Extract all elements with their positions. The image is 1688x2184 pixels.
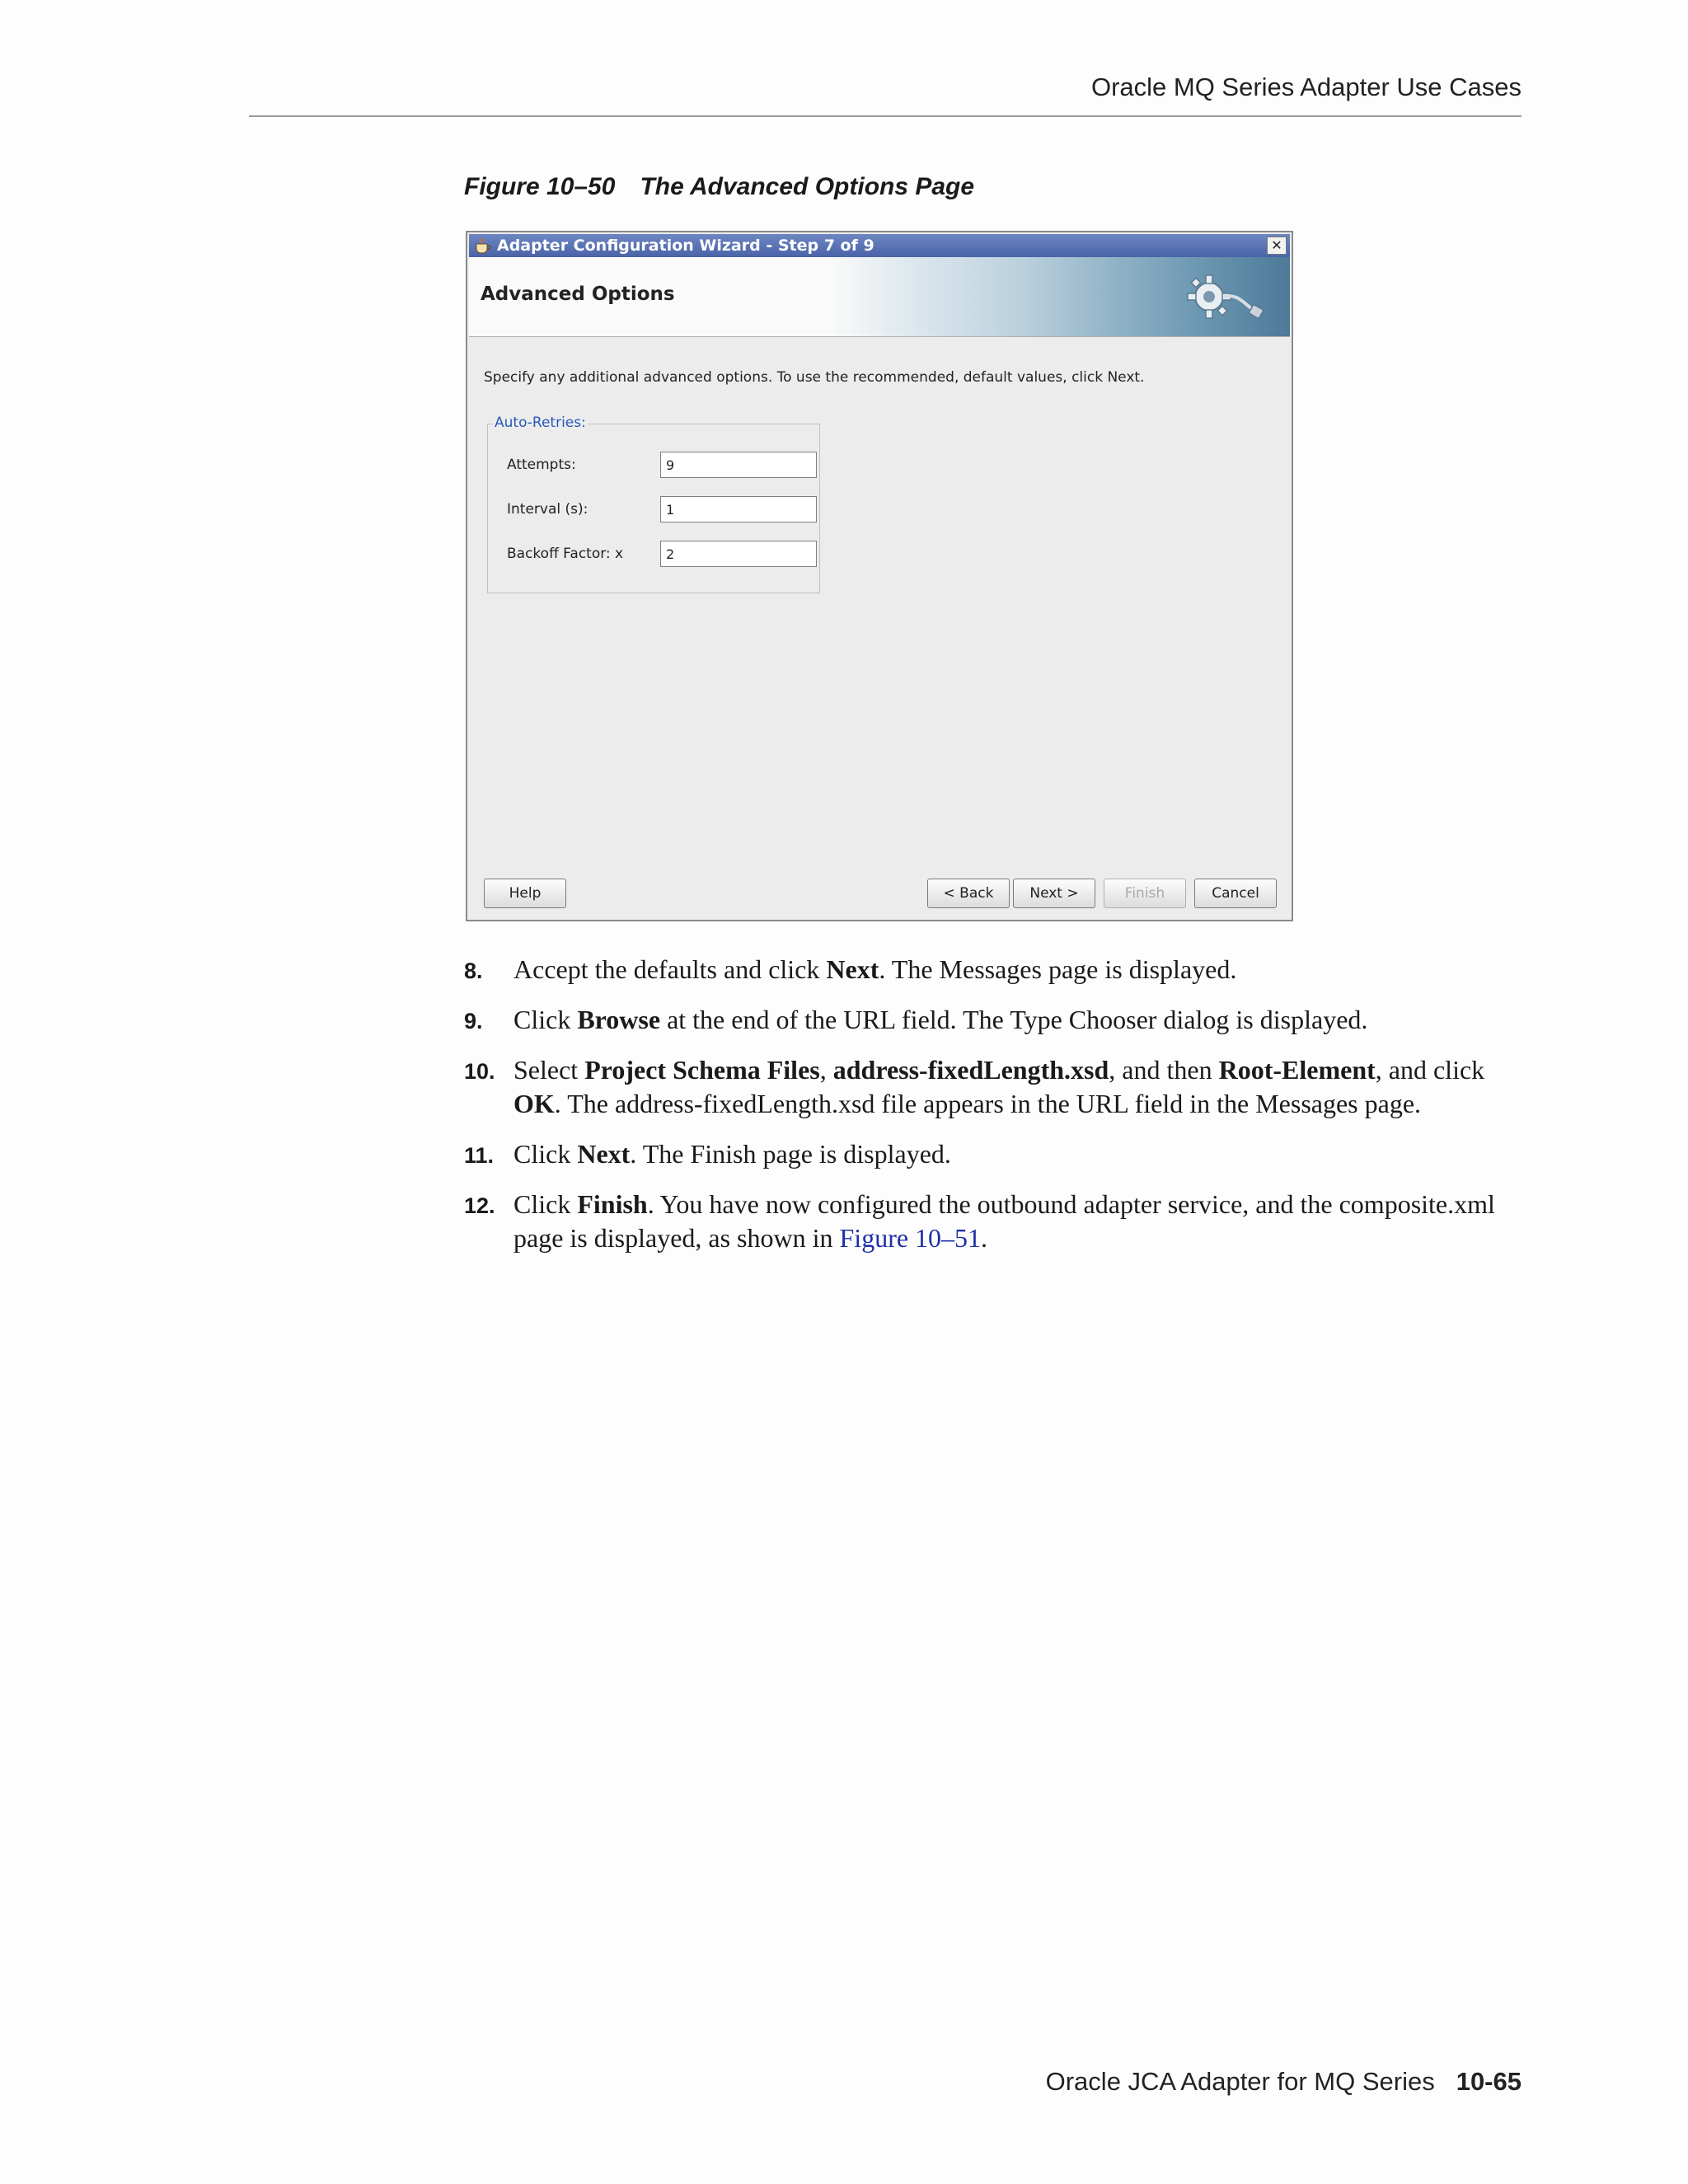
wizard-dialog [466,231,1293,921]
gear-plug-icon [1184,269,1267,326]
step-text-run: Click [513,1189,578,1219]
cancel-button[interactable]: Cancel [1194,879,1277,908]
coffee-cup-icon [474,237,492,254]
figure-number: Figure 10–50 [464,173,616,200]
procedure-steps [464,953,1527,1272]
step-text [513,1055,1484,1118]
step-number: 11. [464,1143,495,1168]
figure-title: The Advanced Options Page [640,173,975,200]
ui-term: Next [826,954,879,984]
step-number: 10. [464,1059,495,1084]
attempts-label: Attempts: [507,457,576,473]
instructions-text: Specify any additional advanced options. To use the recommended, default values, click Next. [484,369,1145,386]
step-text [513,1189,1495,1253]
next-button[interactable]: Next > [1013,879,1095,908]
step-text [513,1005,1367,1034]
ui-term: Root-Element [1218,1055,1376,1085]
step-text-run: Select [513,1055,585,1085]
step-item [464,953,1527,987]
page-title: Advanced Options [481,284,675,305]
step-text-run: , [819,1055,833,1085]
step-text-run: Click [513,1005,578,1034]
ui-term: Finish [577,1189,648,1219]
book-title: Oracle JCA Adapter for MQ Series [1045,2067,1435,2096]
step-text-run: . [981,1223,988,1253]
auto-retries-label: Auto-Retries: [495,415,586,431]
step-text-run: . The Messages page is displayed. [879,954,1237,984]
step-text [513,1139,951,1169]
close-icon[interactable]: ✕ [1267,237,1287,255]
ui-term: address-fixedLength.xsd [832,1055,1109,1085]
ui-term: Project Schema Files [584,1055,820,1085]
step-text-run: , and click [1375,1055,1485,1085]
ui-term: OK [513,1089,555,1118]
step-number: 9. [464,1009,483,1033]
step-text-run: . The address-fixedLength.xsd file appears in the URL field in the Messages page. [554,1089,1422,1118]
figure-caption [464,173,974,201]
backoff-factor-label: Backoff Factor: x [507,546,624,562]
running-header: Oracle MQ Series Adapter Use Cases [1090,73,1522,101]
ui-term: Browse [577,1005,661,1034]
step-item [464,1188,1527,1255]
ui-term: Next [577,1139,631,1169]
step-text-run: Click [513,1139,578,1169]
attempts-input[interactable] [660,452,817,478]
step-text [513,954,1236,984]
backoff-factor-input[interactable] [660,541,817,567]
page-footer [1046,2067,1522,2097]
step-text-run: . The Finish page is displayed. [630,1139,951,1169]
step-text-run: Accept the defaults and click [513,954,827,984]
finish-button[interactable]: Finish [1104,879,1186,908]
figure-link[interactable]: Figure 10–51 [839,1223,982,1253]
step-text-run: at the end of the URL field. The Type Chooser dialog is displayed. [660,1005,1368,1034]
step-item [464,1137,1527,1171]
back-button[interactable]: < Back [927,879,1010,908]
interval-input[interactable] [660,496,817,523]
dialog-titlebar[interactable] [469,234,1290,257]
step-text-run: . You have now configured the outbound adapter service, and the composite.xml page is displayed, as shown in [513,1189,1495,1253]
help-button[interactable]: Help [484,879,566,908]
page-number: 10-65 [1456,2067,1522,2096]
step-text-run: , and then [1109,1055,1219,1085]
step-item [464,1053,1527,1121]
interval-label: Interval (s): [507,501,588,518]
step-number: 12. [464,1193,495,1218]
step-item [464,1003,1527,1037]
step-number: 8. [464,958,483,983]
wizard-banner [469,257,1290,337]
dialog-title: Adapter Configuration Wizard - Step 7 of 9 [497,237,874,255]
header-rule [249,115,1522,117]
